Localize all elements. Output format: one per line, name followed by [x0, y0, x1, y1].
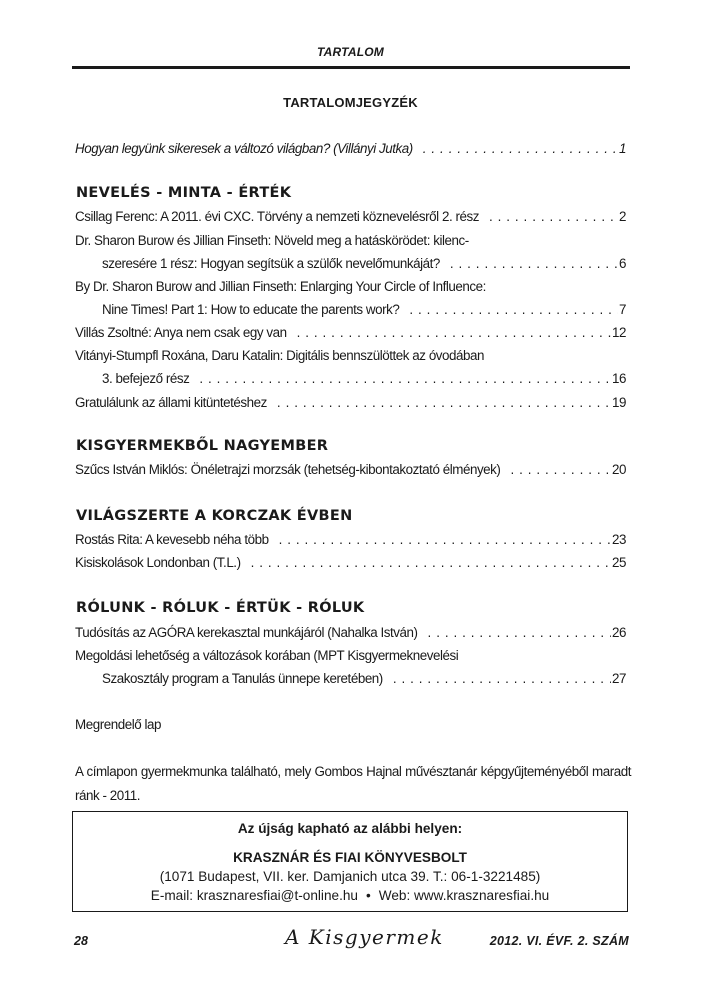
entry-text: Tudósítás az AGÓRA kerekasztal munkájáról (Nahalka István)	[75, 625, 418, 640]
section-heading: VILÁGSZERTE A KORCZAK ÉVBEN	[76, 508, 353, 524]
toc-entry	[75, 554, 626, 577]
page-number: 26	[612, 625, 626, 640]
shop-web: Web: www.krasznaresfiai.hu	[378, 888, 550, 903]
page-number: 19	[612, 395, 626, 410]
toc-entry	[75, 394, 626, 417]
entry-text: Vitányi-Stumpfl Roxána, Daru Katalin: Digitális bennszülöttek az óvodában	[75, 348, 485, 363]
dot-leader	[428, 624, 611, 642]
page-number: 12	[612, 325, 626, 340]
dot-leader	[277, 394, 611, 412]
entry-text: Szűcs István Miklós: Önéletrajzi morzsák (tehetség-kibontakoztató élmények)	[75, 462, 501, 477]
section-heading: KISGYERMEKBŐL NAGYEMBER	[76, 438, 329, 454]
entry-text: Dr. Sharon Burow és Jillian Finseth: Növeld meg a hatáskörödet: kilenc-	[75, 233, 469, 248]
toc-entry-intro	[75, 140, 626, 163]
toc-entry	[75, 232, 626, 278]
toc-entry	[75, 647, 626, 693]
dot-leader	[297, 324, 611, 342]
dot-leader	[279, 531, 611, 549]
shop-contact	[73, 888, 627, 903]
dot-leader	[510, 461, 611, 479]
page-number: 1	[619, 141, 626, 156]
dot-leader	[251, 554, 611, 572]
dot-leader	[450, 255, 618, 273]
dot-leader	[393, 670, 611, 688]
section-heading: NEVELÉS - MINTA - ÉRTÉK	[76, 185, 292, 201]
shop-email: E-mail: krasznaresfiai@t-online.hu	[150, 888, 358, 903]
toc-entry	[75, 531, 626, 554]
footer-magazine-title: A Kisgyermek	[285, 925, 444, 949]
cover-note: A címlapon gyermekmunka található, mely Gombos Hajnal művésztanár képgyűjteményéből maradt ránk - 2011.	[75, 764, 631, 803]
entry-text: By Dr. Sharon Burow and Jillian Finseth: Enlarging Your Circle of Influence:	[75, 279, 486, 294]
toc-entry	[75, 278, 626, 324]
toc-entry	[75, 347, 626, 393]
page-number: 16	[612, 371, 626, 386]
dot-leader	[489, 208, 618, 226]
shop-address: (1071 Budapest, VII. ker. Damjanich utca 39. T.: 06-1-3221485)	[159, 869, 541, 884]
entry-text: Nine Times! Part 1: How to educate the parents work?	[102, 302, 400, 317]
toc-title: TARTALOMJEGYZÉK	[283, 95, 418, 110]
toc-entry	[75, 624, 626, 647]
page-number: 25	[612, 555, 626, 570]
entry-text: Villás Zsoltné: Anya nem csak egy van	[75, 325, 287, 340]
running-head: TARTALOM	[317, 45, 384, 59]
entry-text: Rostás Rita: A kevesebb néha több	[75, 532, 269, 547]
page-number: 23	[612, 532, 626, 547]
page-number: 27	[612, 671, 626, 686]
footer-page-number: 28	[74, 934, 88, 948]
section-heading: RÓLUNK - RÓLUK - ÉRTÜK - RÓLUK	[76, 600, 365, 616]
availability-box	[72, 811, 628, 912]
page-number: 20	[612, 462, 626, 477]
shop-name: KRASZNÁR ÉS FIAI KÖNYVESBOLT	[233, 850, 467, 865]
header-rule	[72, 66, 630, 69]
entry-text: Hogyan legyünk sikeresek a változó világban? (Villányi Jutka)	[75, 141, 413, 156]
entry-text: Megoldási lehetőség a változások korában (MPT Kisgyermeknevelési	[75, 648, 459, 663]
dot-leader	[423, 140, 618, 158]
toc-entry	[75, 324, 626, 347]
bullet-separator: •	[365, 888, 371, 903]
toc-entry	[75, 208, 626, 231]
dot-leader	[199, 370, 611, 388]
entry-text: Szakosztály program a Tanulás ünnepe keretében)	[102, 671, 383, 686]
entry-text: Csillag Ferenc: A 2011. évi CXC. Törvény a nemzeti köznevelésről 2. rész	[75, 209, 479, 224]
entry-text: Gratulálunk az állami kitüntetéshez	[75, 395, 267, 410]
order-form-line: Megrendelő lap	[75, 717, 162, 732]
entry-text: szeresére 1 rész: Hogyan segítsük a szülők nevelőmunkáját?	[102, 256, 440, 271]
entry-text: 3. befejező rész	[102, 371, 190, 386]
footer-issue: 2012. VI. ÉVF. 2. SZÁM	[489, 934, 629, 948]
page-number: 2	[619, 209, 626, 224]
entry-text: Kisiskolások Londonban (T.L.)	[75, 555, 241, 570]
toc-entry	[75, 461, 626, 484]
dot-leader	[409, 301, 618, 319]
page-number: 6	[619, 256, 626, 271]
page-number: 7	[619, 302, 626, 317]
availability-intro: Az újság kapható az alábbi helyen:	[237, 821, 463, 836]
